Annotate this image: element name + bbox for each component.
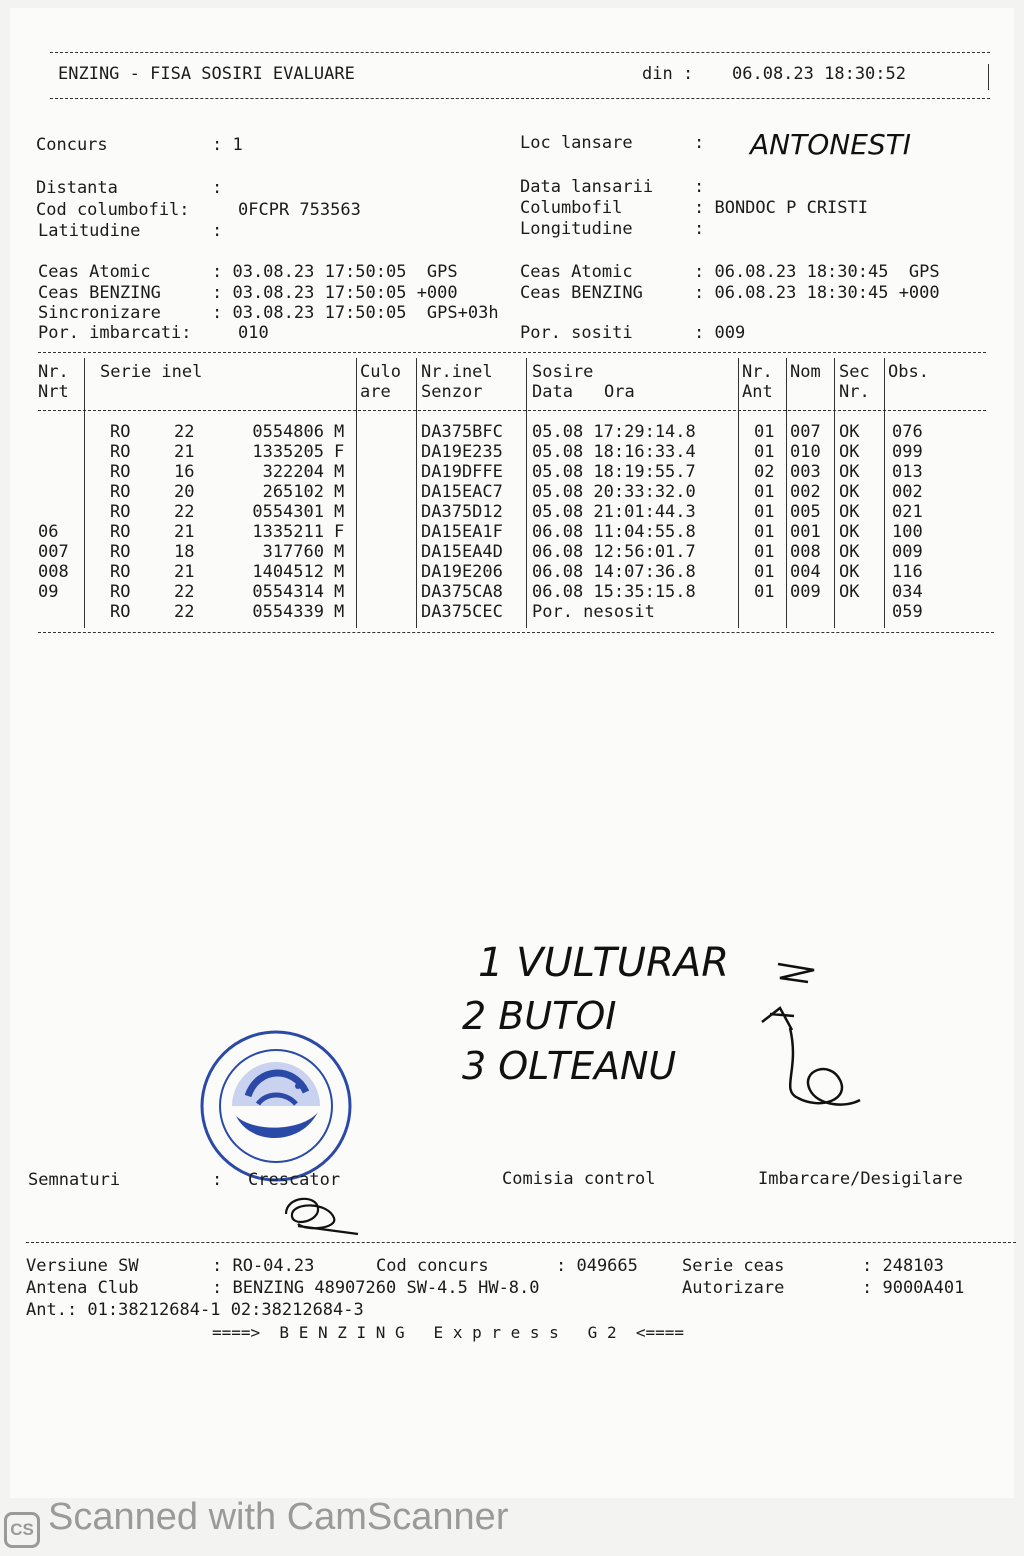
- cell-ant: 01: [754, 542, 775, 562]
- columbofil-label: Columbofil: [520, 198, 623, 218]
- ceas-benzing-label-2: Ceas BENZING: [520, 283, 643, 303]
- cell-tara: RO: [110, 562, 131, 582]
- header-border-right: [988, 64, 989, 90]
- cell-senzor: DA375CEC: [421, 602, 503, 622]
- latitudine-value: :: [212, 221, 223, 241]
- cell-sec: OK: [839, 542, 860, 562]
- club-stamp: [196, 1026, 356, 1186]
- concurs-label: Concurs: [36, 135, 108, 155]
- semnaturi-sep: :: [212, 1170, 223, 1190]
- imbarcati-value: 010: [238, 323, 269, 343]
- cell-an: 22: [174, 582, 195, 602]
- cell-an: 22: [174, 502, 195, 522]
- cell-sosire: 06.08 11:04:55.8: [532, 522, 696, 542]
- cell-ant: 01: [754, 562, 775, 582]
- table-vline: [84, 358, 85, 628]
- cell-senzor: DA19E235: [421, 442, 503, 462]
- cell-sec: OK: [839, 502, 860, 522]
- cell-obs: 100: [892, 522, 923, 542]
- cell-nom: 009: [790, 582, 821, 602]
- header-sec-nr: Nr.: [839, 382, 870, 402]
- header-senzor: Senzor: [421, 382, 483, 402]
- header-nr-inel: Nr.inel: [421, 362, 493, 382]
- semnaturi-label: Semnaturi: [28, 1170, 121, 1190]
- cell-sec: OK: [839, 462, 860, 482]
- sincronizare-label: Sincronizare: [38, 303, 161, 323]
- versiune-sw-value: : RO-04.23: [212, 1256, 315, 1276]
- ceas-benzing-end: : 06.08.23 18:30:45 +000: [694, 283, 940, 303]
- cell-sosire: 06.08 14:07:36.8: [532, 562, 696, 582]
- handwritten-signature-squiggle: [750, 950, 870, 1120]
- cell-ant: 01: [754, 522, 775, 542]
- cell-sex: M: [334, 502, 345, 522]
- imbarcati-label: Por. imbarcati:: [38, 323, 192, 343]
- header-nr: Nr.: [38, 362, 69, 382]
- cell-sosire: 06.08 15:35:15.8: [532, 582, 696, 602]
- header-serie-inel: Serie inel: [100, 362, 203, 382]
- cell-tara: RO: [110, 582, 131, 602]
- cell-ant: 01: [754, 582, 775, 602]
- header-obs: Obs.: [888, 362, 929, 382]
- cell-sex: F: [334, 522, 345, 542]
- cell-nr: 008: [38, 562, 69, 582]
- cell-senzor: DA15EAC7: [421, 482, 503, 502]
- table-vline: [834, 358, 835, 628]
- sositi-value: : 009: [694, 323, 746, 343]
- cell-senzor: DA375CA8: [421, 582, 503, 602]
- cell-tara: RO: [110, 502, 131, 522]
- cell-sec: OK: [839, 562, 860, 582]
- antena-club-label: Antena Club: [26, 1278, 139, 1298]
- report-date: 06.08.23 18:30:52: [732, 64, 906, 84]
- ceas-atomic-label: Ceas Atomic: [38, 262, 151, 282]
- cell-nom: 001: [790, 522, 821, 542]
- cell-sex: M: [334, 602, 345, 622]
- cell-senzor: DA19E206: [421, 562, 503, 582]
- table-vline: [356, 358, 357, 628]
- cell-inel: 0554339: [252, 602, 324, 622]
- cell-inel: 322204: [262, 462, 324, 482]
- cell-sosire: 05.08 17:29:14.8: [532, 422, 696, 442]
- camscanner-watermark: Scanned with CamScanner: [48, 1496, 509, 1538]
- cell-sex: M: [334, 542, 345, 562]
- cell-inel: 265102: [262, 482, 324, 502]
- cell-tara: RO: [110, 442, 131, 462]
- cod-concurs-value: : 049665: [556, 1256, 638, 1276]
- distanta-label: Distanta: [36, 178, 118, 198]
- table-vline: [884, 358, 885, 628]
- imbarcare-desigilare-label: Imbarcare/Desigilare: [758, 1169, 963, 1189]
- footer-divider: [26, 1242, 1016, 1243]
- cell-an: 22: [174, 422, 195, 442]
- cell-obs: 009: [892, 542, 923, 562]
- header-ant: Ant: [742, 382, 773, 402]
- cell-sosire: Por. nesosit: [532, 602, 655, 622]
- header-data: Data: [532, 382, 573, 402]
- cell-tara: RO: [110, 462, 131, 482]
- distanta-value: :: [212, 178, 223, 198]
- cell-an: 20: [174, 482, 195, 502]
- loc-lansare-handwritten: ANTONESTI: [750, 128, 912, 161]
- serie-ceas-label: Serie ceas: [682, 1256, 785, 1276]
- autorizare-label: Autorizare: [682, 1278, 785, 1298]
- cell-nom: 008: [790, 542, 821, 562]
- cell-nom: 002: [790, 482, 821, 502]
- cell-nom: 004: [790, 562, 821, 582]
- cell-sosire: 05.08 18:16:33.4: [532, 442, 696, 462]
- header-border-top: [50, 52, 990, 53]
- cell-nom: 003: [790, 462, 821, 482]
- cell-sec: OK: [839, 522, 860, 542]
- loc-lansare-sep: :: [694, 133, 705, 153]
- cell-obs: 021: [892, 502, 923, 522]
- serie-ceas-value: : 248103: [862, 1256, 944, 1276]
- cell-ant: 01: [754, 502, 775, 522]
- table-vline: [526, 358, 527, 628]
- header-border-bottom: [50, 98, 990, 99]
- header-culoare: Culo: [360, 362, 401, 382]
- loc-lansare-label: Loc lansare: [520, 133, 633, 153]
- cell-nr: 09: [38, 582, 59, 602]
- ceas-benzing-start: : 03.08.23 17:50:05 +000: [212, 283, 458, 303]
- handwritten-line-3: 3 OLTEANU: [462, 1044, 677, 1088]
- cell-ant: 02: [754, 462, 775, 482]
- report-date-label: din :: [642, 64, 694, 84]
- cell-sec: OK: [839, 582, 860, 602]
- cell-sex: M: [334, 582, 345, 602]
- table-border-bottom: [38, 632, 994, 633]
- cell-ant: 01: [754, 422, 775, 442]
- latitudine-label: Latitudine: [38, 221, 141, 241]
- cell-obs: 116: [892, 562, 923, 582]
- cell-ant: 01: [754, 442, 775, 462]
- cod-concurs-label: Cod concurs: [376, 1256, 489, 1276]
- cell-nr: 06: [38, 522, 59, 542]
- comisia-control-label: Comisia control: [502, 1169, 656, 1189]
- header-nom: Nom: [790, 362, 821, 382]
- cell-sosire: 06.08 12:56:01.7: [532, 542, 696, 562]
- cell-tara: RO: [110, 522, 131, 542]
- cell-inel: 1404512: [252, 562, 324, 582]
- cell-nr: 007: [38, 542, 69, 562]
- sositi-label: Por. sositi: [520, 323, 633, 343]
- cell-sec: OK: [839, 442, 860, 462]
- cell-an: 22: [174, 602, 195, 622]
- cell-an: 21: [174, 442, 195, 462]
- longitudine-value: :: [694, 219, 705, 239]
- table-vline: [416, 358, 417, 628]
- camscanner-logo-icon: CS: [4, 1512, 40, 1548]
- longitudine-label: Longitudine: [520, 219, 633, 239]
- autorizare-value: : 9000A401: [862, 1278, 965, 1298]
- cell-sosire: 05.08 21:01:44.3: [532, 502, 696, 522]
- report-title: ENZING - FISA SOSIRI EVALUARE: [58, 64, 355, 84]
- cell-tara: RO: [110, 482, 131, 502]
- cell-an: 21: [174, 522, 195, 542]
- cell-sex: M: [334, 562, 345, 582]
- cell-obs: 034: [892, 582, 923, 602]
- cell-senzor: DA19DFFE: [421, 462, 503, 482]
- cell-sec: OK: [839, 422, 860, 442]
- cell-an: 18: [174, 542, 195, 562]
- ceas-atomic-label-2: Ceas Atomic: [520, 262, 633, 282]
- header-nr-ant: Nr.: [742, 362, 773, 382]
- cell-obs: 002: [892, 482, 923, 502]
- antena-ids: Ant.: 01:38212684-1 02:38212684-3: [26, 1300, 364, 1320]
- cell-sex: M: [334, 462, 345, 482]
- cell-inel: 0554301: [252, 502, 324, 522]
- header-nr-2: Nrt: [38, 382, 69, 402]
- cell-inel: 317760: [262, 542, 324, 562]
- table-header-divider: [38, 410, 986, 411]
- data-lansarii-value: :: [694, 177, 705, 197]
- columbofil-value: : BONDOC P CRISTI: [694, 198, 868, 218]
- cell-sex: F: [334, 442, 345, 462]
- cell-sex: M: [334, 482, 345, 502]
- cod-columbofil-label: Cod columbofil:: [36, 200, 190, 220]
- cell-sosire: 05.08 18:19:55.7: [532, 462, 696, 482]
- cell-sec: OK: [839, 482, 860, 502]
- cell-inel: 0554806: [252, 422, 324, 442]
- crescator-label: Crescator: [248, 1170, 341, 1190]
- cell-an: 16: [174, 462, 195, 482]
- cell-inel: 1335211: [252, 522, 324, 542]
- cell-tara: RO: [110, 542, 131, 562]
- data-lansarii-label: Data lansarii: [520, 177, 654, 197]
- cell-inel: 0554314: [252, 582, 324, 602]
- benzing-brand-line: ====> B E N Z I N G E x p r e s s G 2 <====: [212, 1323, 685, 1342]
- versiune-sw-label: Versiune SW: [26, 1256, 139, 1276]
- crescator-signature: [278, 1188, 368, 1238]
- table-vline: [738, 358, 739, 628]
- handwritten-line-2: 2 BUTOI: [462, 994, 617, 1038]
- table-vline: [786, 358, 787, 628]
- header-culoare-2: are: [360, 382, 391, 402]
- sincronizare-value: : 03.08.23 17:50:05 GPS+03h: [212, 303, 499, 323]
- cell-senzor: DA375D12: [421, 502, 503, 522]
- header-ora: Ora: [604, 382, 635, 402]
- antena-club-value: : BENZING 48907260 SW-4.5 HW-8.0: [212, 1278, 540, 1298]
- cell-obs: 059: [892, 602, 923, 622]
- cell-senzor: DA15EA4D: [421, 542, 503, 562]
- cell-inel: 1335205: [252, 442, 324, 462]
- cell-obs: 076: [892, 422, 923, 442]
- ceas-atomic-start: : 03.08.23 17:50:05 GPS: [212, 262, 458, 282]
- cell-ant: 01: [754, 482, 775, 502]
- header-sosire: Sosire: [532, 362, 594, 382]
- cell-tara: RO: [110, 422, 131, 442]
- cell-obs: 013: [892, 462, 923, 482]
- concurs-value: : 1: [212, 135, 243, 155]
- cell-nom: 005: [790, 502, 821, 522]
- cell-sosire: 05.08 20:33:32.0: [532, 482, 696, 502]
- header-sec: Sec: [839, 362, 870, 382]
- cell-tara: RO: [110, 602, 131, 622]
- cell-an: 21: [174, 562, 195, 582]
- cell-obs: 099: [892, 442, 923, 462]
- ceas-atomic-end: : 06.08.23 18:30:45 GPS: [694, 262, 940, 282]
- cell-senzor: DA375BFC: [421, 422, 503, 442]
- ceas-benzing-label: Ceas BENZING: [38, 283, 161, 303]
- cod-columbofil-value: 0FCPR 753563: [238, 200, 361, 220]
- cell-nom: 010: [790, 442, 821, 462]
- cell-senzor: DA15EA1F: [421, 522, 503, 542]
- handwritten-line-1: 1 VULTURAR: [478, 940, 730, 986]
- cell-sex: M: [334, 422, 345, 442]
- table-border-top: [38, 352, 986, 353]
- cell-nom: 007: [790, 422, 821, 442]
